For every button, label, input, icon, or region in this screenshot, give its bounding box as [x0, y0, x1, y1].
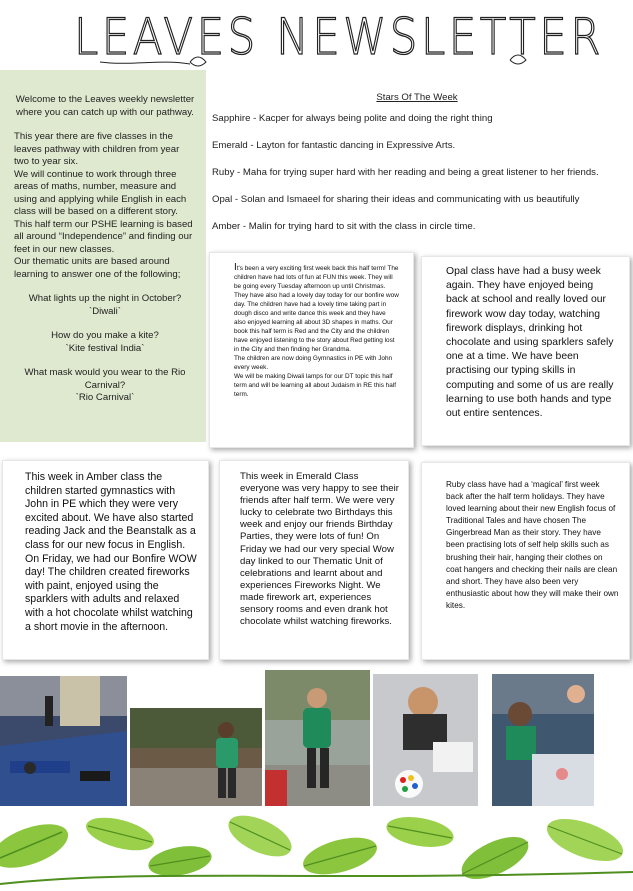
stars-heading: Stars Of The Week: [376, 92, 458, 103]
star-item: Opal - Solan and Ismaeel for sharing their ideas and communicating with us beautifully: [212, 194, 580, 205]
leaf-icon: [542, 810, 629, 869]
opal-class-box: [421, 256, 630, 446]
welcome-paragraph: We will continue to work through three areas of maths, number, measure and using and applying while English in each class will be based on a different story. This half term our PSHE learning is based all around “Independence” and finding our feet in our new classes.: [14, 168, 193, 255]
emerald-class-box: [219, 460, 409, 660]
theme-question: How do you make a kite?: [51, 330, 159, 341]
class-news-text: Opal class have had a busy week again. They have enjoyed being back at school and really loved our firework wow day today, watching firework displays, drinking hot chocolate and using sparklers safely one at a time. We have been practising our typing skills in computing and some of us are really learning to use both hands and type out entire sentences.: [446, 266, 614, 420]
theme-question: What lights up the night in October?: [28, 293, 182, 304]
leaf-icon: [83, 811, 158, 856]
class-news-text: t's been a very exciting first week back this half term! The children have had lots of fun at FUN this week. They will be going every Tuesday afternoon up until Christmas. They have also had a lovely day today for our bonfire wow day. The children have had a lovely time taking part in dough disco and write dance this week and they have also enjoyed learning all about 3D shapes in maths. Our book this half term is Red and the City and the children have enjoyed listening to the story about Red getting lost in the City and then finding her Grandma.: [234, 265, 399, 353]
leaf-icon: [456, 828, 535, 887]
class-news-text: This week in Emerald Class everyone was very happy to see their friends after half term. We were very lucky to celebrate two Birthdays this week and enjoy our friends Birthday Parties, they were lots of fun! On Friday we had our very special Wow day linked to our Thematic Unit of celebrations and learnt about and experiences Fireworks Night. We made firework art, experiences sensory rooms and even drank hot chocolate whilst watching fireworks.: [240, 471, 399, 628]
leaf-icon: [299, 831, 381, 882]
leaf-border: [0, 806, 633, 886]
welcome-paragraph: Our thematic units are based around learning to answer one of the following;: [14, 256, 181, 280]
welcome-panel: [0, 70, 206, 442]
star-item: Sapphire - Kacper for always being polite and doing the right thing: [212, 113, 493, 124]
welcome-intro: Welcome to the Leaves weekly newsletter where you can catch up with our pathway.: [15, 94, 195, 118]
stars-of-the-week: [212, 92, 622, 248]
star-item: Ruby - Maha for trying super hard with her reading and being a great listener to her friends.: [212, 167, 599, 178]
leaf-icon: [384, 812, 456, 851]
star-item: Emerald - Layton for fantastic dancing in Expressive Arts.: [212, 140, 456, 151]
garden-boy-photo: [130, 708, 262, 806]
playground-boy-photo: [265, 670, 370, 806]
title-text: LEAVES NEWSLETTER: [74, 8, 604, 66]
ruby-class-box: [421, 462, 630, 660]
class-news-box: [209, 252, 414, 448]
theme-question: What mask would you wear to the Rio Carnival?: [24, 367, 186, 391]
painting-boy-photo: [373, 674, 478, 806]
theme-answer: `Diwali`: [89, 305, 121, 317]
class-news-text: The children are now doing Gymnastics in PE with John every week.: [234, 355, 393, 371]
theme-answer: `Kite festival India`: [65, 342, 145, 354]
star-item: Amber - Malin for trying hard to sit with the class in circle time.: [212, 221, 476, 232]
drop-letter: I: [234, 262, 237, 273]
leaf-icon: [146, 842, 214, 881]
class-news-text: We will be making Diwali lamps for our DT topic this half term and will be learning all about Judaism in RE this half term.: [234, 373, 396, 398]
classroom-boy-photo: [492, 674, 594, 806]
class-news-text: Ruby class have had a ‘magical’ first week back after the half term holidays. They have loved learning about their new English focus of Traditional Tales and have chosen The Gingerbread Man as their story. They have been practising lots of self help skills such as brushing their hair, hanging their clothes on coat hangers and checking their nails are clean and short. They have also been very enthusiastic about how they will make their own kites.: [446, 480, 619, 610]
newsletter-title: [70, 4, 610, 66]
amber-class-box: [2, 460, 209, 660]
gymnastics-photo: [0, 676, 127, 806]
theme-answer: `Rio Carnival`: [75, 392, 135, 403]
class-news-text: This week in Amber class the children started gymnastics with John in PE which they were very excited about. We have also started reading Jack and the Beanstalk as a class for our new focus in English. On Friday, we had our Bonfire WOW day! The children created fireworks with paint, enjoyed using the sparklers with adults and relaxed with a hot chocolate whilst watching a short movie in the afternoon.: [25, 471, 197, 633]
welcome-paragraph: This year there are five classes in the leaves pathway with children from year two to year six.: [14, 131, 180, 167]
leaf-icon: [222, 807, 297, 865]
leaf-icon: [0, 815, 74, 876]
